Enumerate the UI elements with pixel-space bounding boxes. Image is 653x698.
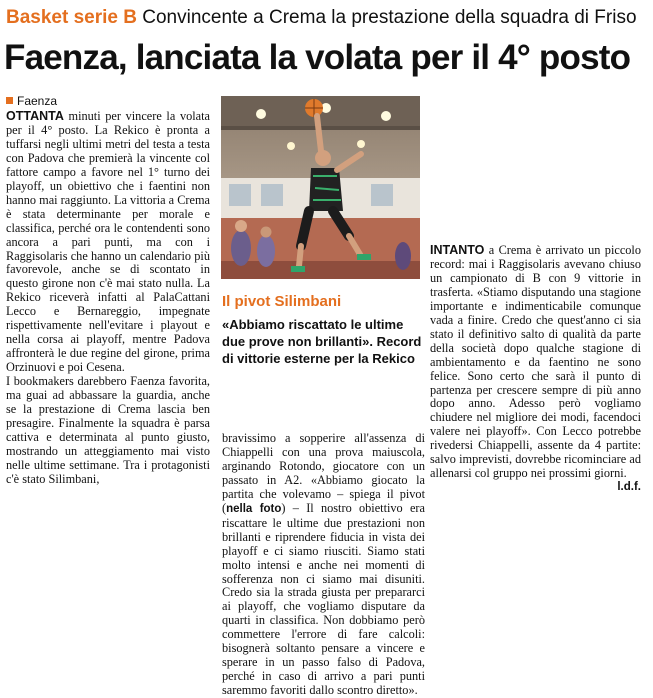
col3-text: a Crema è arrivato un piccolo record: mai i Raggisolaris avevano chiuso un campionato di B con 9 vittorie in trasferta. «Stiamo disputando una stagione importante e indimenticabile comunque vada a finire. Credo che quest'anno ci sia stato il definitivo salto di qualità da parte della società dopo qualche stagione di ambientamento e da faentino ne sono felice. Sono certo che sarà il punto di partenza per crescere sempre di più anno dopo anno. Adesso però vogliamo chiudere nel migliore dei modi, facendoci valere nei playoff». Con Lecco potrebbe rivedersi Chiappelli, assente da 4 partite: salvo imprevisti, dovrebbe ricominciare ad allenarsi col gruppo nei prossimi giorni. <box>430 243 641 481</box>
orange-square-icon <box>6 97 13 104</box>
col1-paragraph-2: I bookmakers darebbero Faenza favorita, ma guai ad abbassare la guardia, anche se la prestazione di Crema lascia ben presagire. Finalmente la squadra è parsa cattiva e determinata al punto giusto, mostrando un atteggiamento mai visto nelle ultime settimane. Tra i protagonisti c'è stato Silimbani, <box>6 374 210 486</box>
col3-continuation-space <box>430 94 641 244</box>
col2-text-before: bravissimo a sopperire all'assenza di Chiappelli con una prova maiuscola, arginando Rotondo, giocatore con un passato in A2. «Abbiamo giocato la partita che volevamo – spiega il pivot ( <box>222 431 425 515</box>
signature: l.d.f. <box>617 481 641 494</box>
kicker-subtitle: Convincente a Crema la prestazione della squadra di Friso <box>142 7 637 28</box>
caption-title: Il pivot Silimbani <box>222 293 342 310</box>
location-tag <box>6 94 57 108</box>
col2-text-after: ) – Il nostro obiettivo era riscattare le ultime due prestazioni non brillanti e riprendere fiducia in vista dei playoff e ci siamo riusciti. Siamo stati molto intensi e anche nei momenti di sofferenza non ci siamo mai disuniti. Credo sia la strada giusta per prepararci ai playoff, che vogliamo disputare da quarti in classifica. Non dobbiamo però commettere l'errore di fare calcoli: bisognerà soltanto pensare a vincere e sperare in un passo falso di Padova, perché in caso di arrivo a pari punti saremmo favoriti dallo scontro diretto». <box>222 500 425 698</box>
lead-word-2: INTANTO <box>430 243 485 257</box>
section-label: Basket serie B <box>6 7 137 28</box>
location-label: Faenza <box>17 94 58 108</box>
kicker <box>6 6 637 30</box>
article-column-2 <box>222 432 425 698</box>
lead-word: OTTANTA <box>6 109 64 123</box>
caption-text: «Abbiamo riscattato le ultime due prove non brillanti». Record di vittorie esterne per la Rekico <box>222 317 422 366</box>
col1-text: minuti per vincere la volata per il 4° posto. La Rekico è pronta a tuffarsi negli ultimi metri del testa a testa con Padova che premierà la vincente col fattore campo a favore nel 1° turno dei playoff, un obiettivo che i faentini non hanno mai raggiunto. La vittoria a Crema è stata determinante per morale e classifica, perché ora le contendenti sono ancora a pari punti, ma con i Raggisolaris che hanno un calendario più favorevole, anche se di scontato in questo girone non c'è mai stato nulla. La Rekico riceverà infatti al PalaCattani Lecco e Bernareggio, impegnate rispettivamente nell'evitare i playout e nella corsa ai playoff, mentre Padova affronterà le due regine del girone, prima Orzinuovi e poi Cesena. <box>6 109 210 375</box>
headline: Faenza, lanciata la volata per il 4° posto <box>4 38 631 77</box>
article-column-1 <box>6 110 210 487</box>
col2-bold: nella foto <box>226 502 282 515</box>
photo-silimbani <box>221 96 420 279</box>
article-column-3 <box>430 94 641 495</box>
